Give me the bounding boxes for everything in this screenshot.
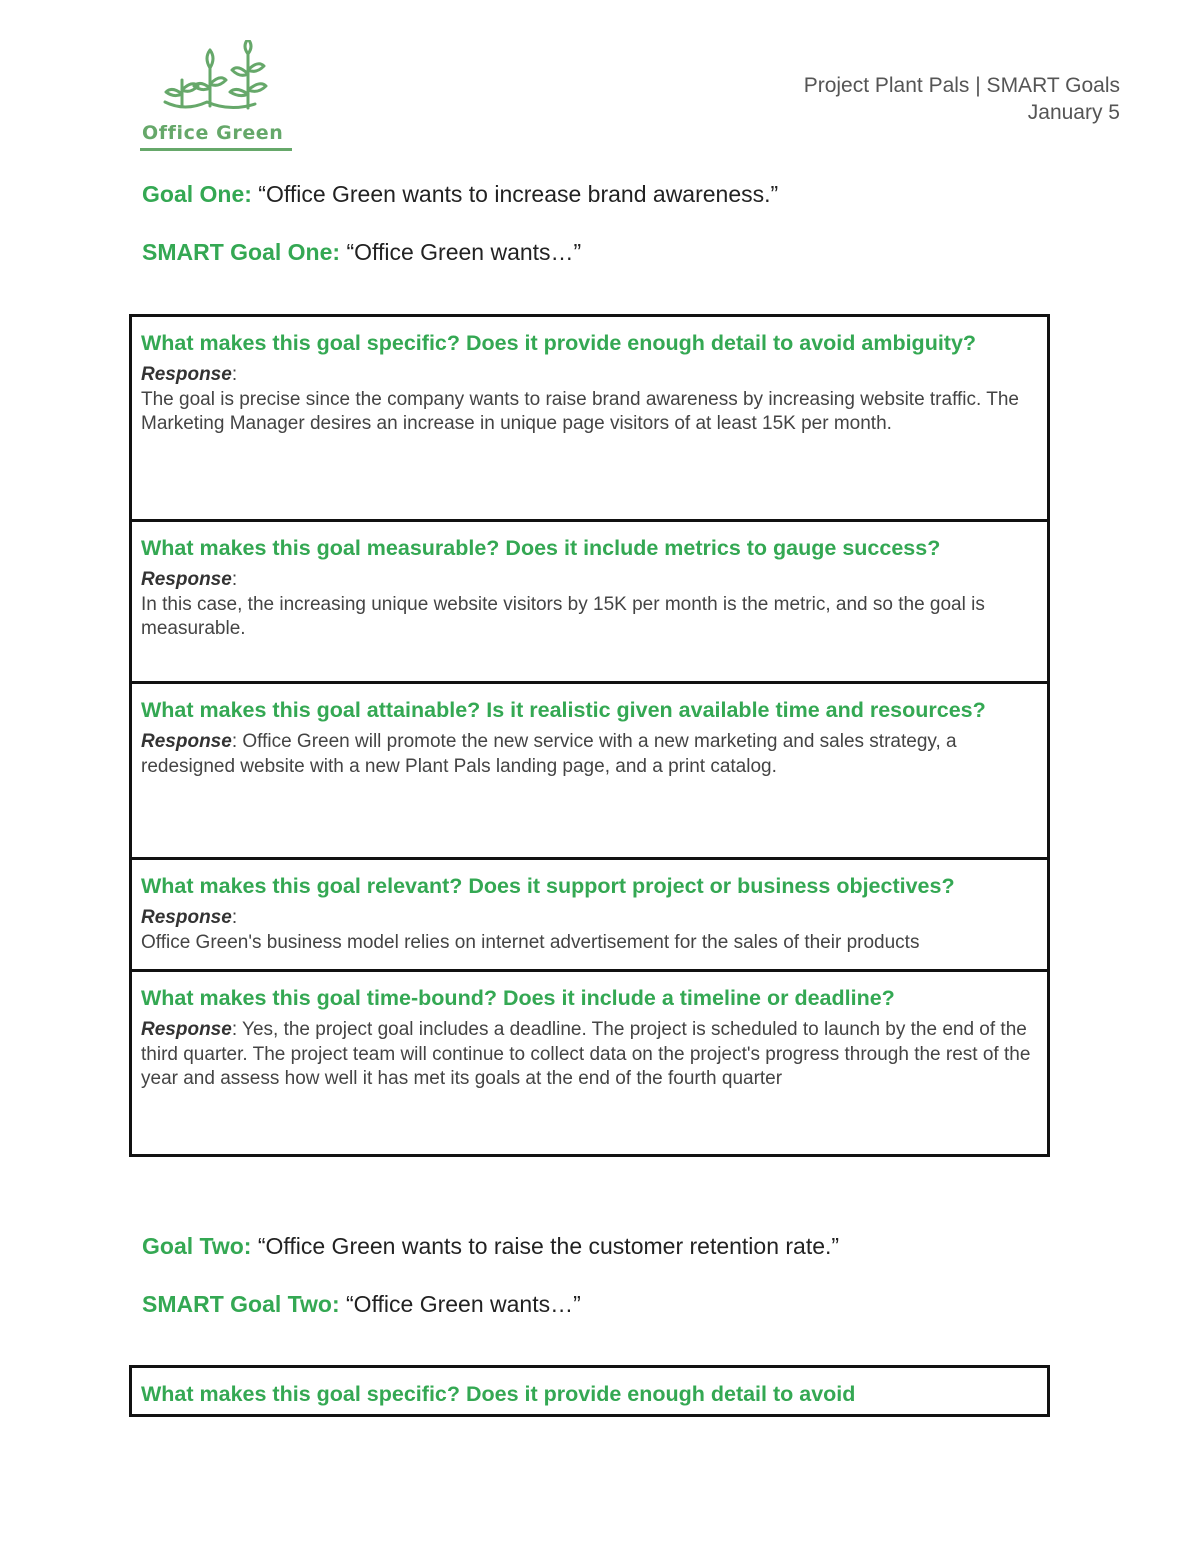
smart-cell-relevant [132, 857, 1047, 969]
logo-underline [140, 148, 292, 151]
question-attainable: What makes this goal attainable? Is it realistic given available time and resources? [141, 698, 986, 722]
goal-two-text: “Office Green wants to raise the customer retention rate.” [257, 1233, 840, 1259]
office-green-logo [140, 40, 295, 152]
smart-goal-two-text: “Office Green wants…” [346, 1291, 581, 1317]
response-label: Response [141, 731, 232, 752]
response-specific [141, 363, 1035, 437]
document-date: January 5 [1027, 101, 1120, 124]
question-measurable: What makes this goal measurable? Does it include metrics to gauge success? [141, 536, 941, 560]
response-label: Response [141, 364, 232, 385]
smart-goal-two-label: SMART Goal Two: [142, 1291, 340, 1317]
response-text: Yes, the project goal includes a deadline. The project is scheduled to launch by the end of the third quarter. The project team will continue to collect data on the project's progress through the rest of the year and assess how well it has met its goals at the end of the fourth quarter [141, 1019, 1031, 1089]
goal-one-line [142, 181, 778, 208]
smart-table-goal-two [129, 1365, 1050, 1417]
sprouts-logo-icon [160, 40, 275, 120]
smart-goal-one-text: “Office Green wants…” [346, 239, 582, 265]
response-colon: : [231, 731, 238, 752]
response-text: Office Green will promote the new service with a new marketing and sales strategy, a redesigned website with a new Plant Pals landing page, and a print catalog. [141, 731, 957, 777]
logo-wordmark: Office Green [142, 122, 284, 144]
smart-cell-measurable [132, 519, 1047, 681]
question-specific: What makes this goal specific? Does it provide enough detail to avoid [141, 1382, 856, 1406]
smart-cell-attainable [132, 681, 1047, 857]
response-label: Response [141, 907, 232, 928]
goal-one-label: Goal One: [142, 181, 252, 207]
response-text: The goal is precise since the company wants to raise brand awareness by increasing website traffic. The Marketing Manager desires an increase in unique page visitors of at least 15K per month. [141, 388, 1019, 434]
response-colon: : [231, 364, 238, 385]
question-time-bound: What makes this goal time-bound? Does it include a timeline or deadline? [141, 986, 895, 1010]
smart-goal-one-label: SMART Goal One: [142, 239, 341, 265]
response-colon: : [231, 1019, 238, 1040]
question-relevant: What makes this goal relevant? Does it support project or business objectives? [141, 874, 955, 898]
response-label: Response [141, 1019, 232, 1040]
goal-two-line [142, 1233, 839, 1260]
response-colon: : [231, 907, 238, 928]
smart-cell-specific [132, 317, 1047, 519]
smart-cell-specific [132, 1368, 1047, 1414]
response-colon: : [231, 569, 238, 590]
response-measurable [141, 568, 1035, 642]
response-label: Response [141, 569, 232, 590]
document-header [804, 72, 1120, 126]
response-text: In this case, the increasing unique website visitors by 15K per month is the metric, and so the goal is measurable. [141, 593, 985, 639]
question-specific: What makes this goal specific? Does it provide enough detail to avoid ambiguity? [141, 331, 977, 355]
response-time-bound [141, 1018, 1035, 1092]
smart-table-goal-one [129, 314, 1050, 1157]
goal-one-text: “Office Green wants to increase brand awareness.” [258, 181, 779, 207]
response-text: Office Green's business model relies on internet advertisement for the sales of their products [141, 931, 920, 953]
goal-two-label: Goal Two: [142, 1233, 252, 1259]
document-title: Project Plant Pals | SMART Goals [803, 74, 1120, 97]
smart-cell-time-bound [132, 969, 1047, 1154]
smart-goal-one-line [142, 239, 581, 266]
smart-goal-two-line [142, 1291, 581, 1318]
response-attainable [141, 730, 1035, 779]
response-relevant [141, 906, 1035, 955]
